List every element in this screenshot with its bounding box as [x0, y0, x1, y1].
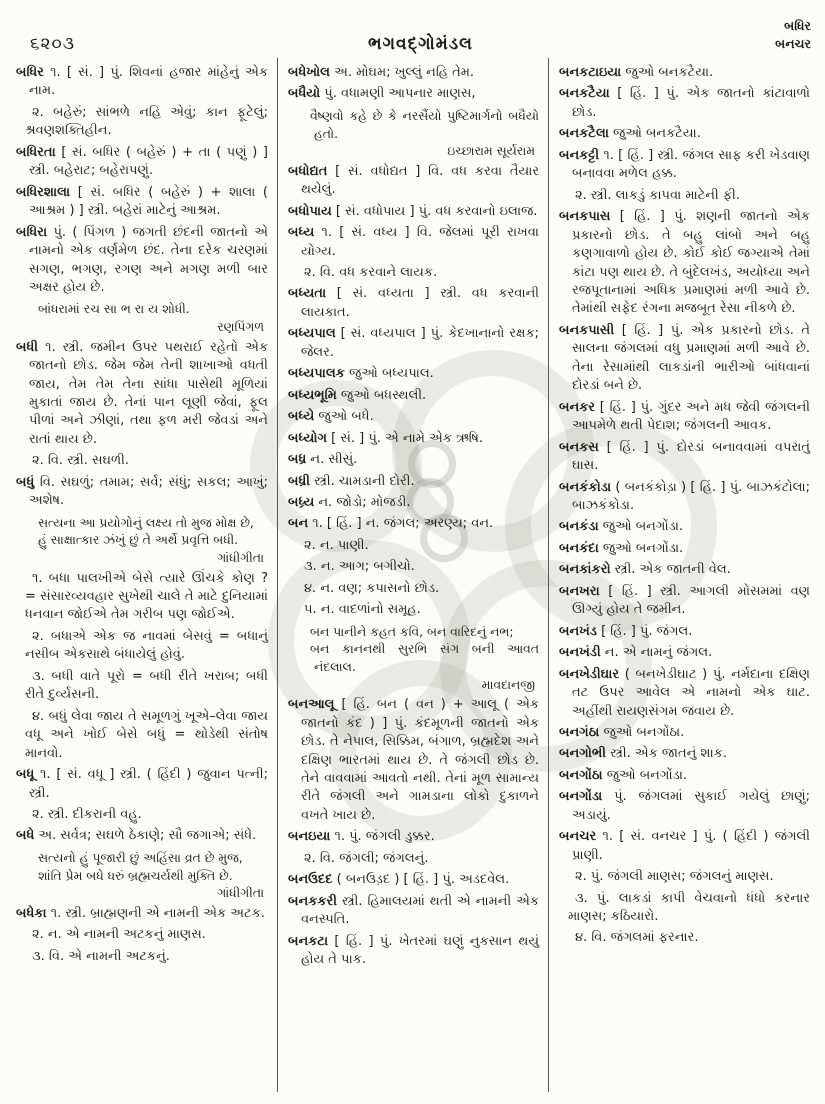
headword: બનકટાઇયા	[559, 65, 622, 80]
dict-quote: બન પાનીને કહત કવિ, બન વારિદનું નભ;	[310, 623, 514, 639]
dict-quote: બન કાનનથી સુરભિ સંગ બની આવત નંદલાલ.	[310, 641, 539, 674]
headword: બનઆલૂ	[288, 697, 335, 713]
headword: બનકપાસી	[559, 322, 615, 338]
dict-entry: બનઉદદ ( બનઉડ઼દ ) [ હિં. ] પું. અડદવેલ.	[288, 872, 510, 888]
dict-entry: બનખંડી ન. એ નામનું જંગલ.	[559, 645, 713, 661]
headword: બધોપાય	[288, 203, 332, 219]
dict-entry: બનઆલૂ [ હિં. બન ( વન ) + આલૂ ( એક જાતનો કંદ ) ] પું. કંદમૂળની જાતનો એક છોડ. તે નેપાલ, સિક્કિમ, બંગાળ, બ્રહ્મદેશ અને દક્ષિણ ભારતમાં થાય છે. તે જંગલી છોડ છે. તેને વાવવામાં આવતો નથી. તેનાં મૂળ સામાન્ય રીતે જંગલી અને ગામડાના લોકો દુકાળને વખતે ખાય છે.	[288, 697, 539, 823]
dict-entry: બનખંડ [ હિં. ] પું. જંગલ.	[559, 623, 693, 639]
dict-entry: બનગોંડા પું. જંગલમાં સુકાઈ ગયેલું છાણું; અડાયું.	[559, 789, 810, 823]
dict-entry: બનગોંઠા જુઓ બનગોંડા.	[559, 767, 688, 783]
dict-quote: સત્યનો હું પૂજારી છું અહિંસા વ્રત છે મુજ,	[38, 849, 243, 865]
dict-entry: બધિરતા [ સં. બધિર ( બહેરું ) + તા ( પણું ) ] સ્ત્રી. બહેરાટ; બહેરાપણું.	[16, 144, 268, 179]
headword: બનગોંઠા	[559, 767, 603, 783]
dict-quote: વૈષ્ણવો કહે છે કે નરસૈંયો પુષ્ટિમાર્ગનો બધૈયો હતો.	[310, 107, 539, 141]
headword: બધિર	[16, 65, 44, 80]
dict-entry: બનકસ [ હિં. ] પું. દોરડાં બનાવવામાં વપરાતું ઘાસ.	[559, 439, 810, 474]
headword: બનખંડ	[559, 623, 597, 639]
guide-words	[691, 17, 811, 55]
dict-entry: બન ૧. [ હિં. ] ન. જંગલ; અરણ્ય; વન.	[288, 516, 494, 532]
headword: બનગોભી	[559, 746, 606, 762]
headword: બનકટ્ટી	[559, 147, 600, 163]
dict-entry: બનચર ૧. [ સં. વનચર ] પું. ( હિંદી ) જંગલી પ્રાણી.	[559, 829, 810, 863]
dict-sense: ૪. વિ. જંગલમાં ફરનાર.	[575, 930, 699, 946]
headword: બધ્ય	[288, 225, 315, 241]
dict-sense: ૨. ન. એ નામની અટકનું માણસ.	[32, 927, 206, 943]
dict-sense: ૩. પું. લાકડાં કાપી વેચવાનો ધંધો કરનાર માણસ; કઠિયારો.	[568, 890, 810, 925]
headword: બનખંડી	[559, 645, 601, 661]
dict-sense: ૨. બધાએ એક જ નાવમાં બેસવું = બધાનું નસીબ એકસાથે બંધાયેલું હોવું.	[25, 628, 268, 663]
dict-sense: ૨. બહેરું; સાંભળે નહિ એવું; કાન ફૂટેલું; શ્રવણશક્તિહીન.	[25, 104, 268, 139]
dict-sense: ૪. બધું લેવા જાય તે સમૂળગું ખૂએ–લેવા જાય વધૂ અને ખોઈ બેસે બધું = થોડેથી સંતોષ માનવો.	[25, 708, 268, 761]
dict-entry: બધોપાય [ સં. વધોપાય ] પું. વધ કરવાનો ઇલાજ.	[288, 203, 538, 219]
headword: બનકંદા	[559, 540, 599, 556]
dict-entry: બનકટાઇયા જુઓ બનકટૈયા.	[559, 65, 714, 80]
headword: બધિરા	[16, 224, 48, 240]
dict-entry: બધેખોલ અ. મોઘમ; ખુલ્લું નહિ તેમ.	[288, 65, 475, 80]
dict-quote-source: રણપિંગળ	[217, 319, 264, 335]
headword: બનકકરી	[288, 893, 337, 909]
dict-sense: ૩. ન. આગ; બગીચો.	[304, 559, 415, 575]
page-header	[0, 0, 825, 58]
dict-sense: ૨. સ્ત્રી. લાકડું કાપવા માટેની ફી.	[575, 187, 740, 203]
headword: બધ્યોગ	[288, 430, 327, 446]
headword: બધે	[16, 828, 35, 844]
headword: બનકર	[559, 399, 596, 415]
column-3	[548, 58, 819, 1092]
headword: બનખેડીઘાર	[559, 666, 620, 682]
dict-entry: બનકંડા જુઓ બનગોંડા.	[559, 519, 684, 535]
dict-entry: બધ્ર્ય ન. જોડો; મોજડી.	[288, 494, 411, 510]
dict-entry: બધ્યપાલ [ સં. વધ્યપાલ ] પું. કેદખાનાનો રક્ષક; જેલર.	[288, 326, 539, 360]
dict-entry: બધિરા પું. ( પિંગળ ) જગતી છંદની જાતનો એ નામનો એક વર્ણમેળ છંદ. તેના દરેક ચરણમાં સગણ, ભગણ, રગણ અને મગણ મળી બાર અક્ષર હોય છે.	[16, 224, 268, 295]
headword: બનકટૈયા	[559, 86, 610, 102]
dict-entry: બધ્ર ન. સીસું.	[288, 452, 358, 468]
dict-sense: ૫. ન. વાદળાંનો સમૂહ.	[304, 602, 421, 618]
dict-entry: બધોદ્યત [ સં. વધોદ્યત ] વિ. વધ કરવા તૈયાર થયેલું.	[288, 163, 539, 198]
dict-entry: બધી ૧. સ્ત્રી. જમીન ઉપર પથરાઈ રહેતો એક જાતનો છોડ. જેમ જેમ તેની શાખાઓ વધતી જાય, તેમ તેમ તેના સાંધા પાસેથી મૂળિયાં મુકાતાં જાય છે. તેનાં પાન લૂણી જેવાં, ફૂલ પીળાં અને ઝીણાં, તથા ફળ મરી જેવડાં અને રાતાં થાય છે.	[16, 339, 268, 447]
headword: બધ્યતા	[288, 286, 327, 302]
dict-entry: બનકપાસી [ હિં. ] પું. એક પ્રકારનો છોડ. તે સાલના જંગલમાં વધુ પ્રમાણમાં મળી આવે છે. તેના રેસામાંથી લાકડાંની ભારીઓ બાંધવાનાં દોરડાં બને છે.	[559, 322, 810, 394]
dict-sense: ૨. વિ. જંગલી; જંગલનું.	[304, 850, 429, 866]
headword: બનકસ	[559, 439, 599, 455]
dict-entry: બધ્યોગ [ સં. ] પું. એ નામે એક ઋષિ.	[288, 430, 484, 446]
dict-quote: બાંધરામાં રચ સા ભ રા ય શોધી.	[38, 301, 190, 317]
headword: બનખરા	[559, 583, 600, 599]
headword: બધૂ	[16, 767, 35, 783]
dict-sense: ૪. ન. વણ; કપાસનો છોડ.	[304, 580, 440, 596]
dict-quote-source: ગાંધીગીતા	[217, 885, 264, 901]
dict-sense: ૨. સ્ત્રી. દીકરાની વહુ.	[32, 807, 142, 822]
dict-entry: બનગંઠા જુઓ બનગોંઠા.	[559, 724, 685, 740]
page-title: ભગવદ્ગોમંડલ	[368, 34, 473, 54]
headword: બધ્ર	[288, 452, 307, 468]
dict-quote-source: ગાંધીગીતા	[217, 549, 264, 565]
dict-entry: બનકકરી સ્ત્રી. હિમાલયમાં થતી એ નામની એક વનસ્પતિ.	[288, 893, 539, 928]
dict-entry: બનકાંકરો સ્ત્રી. એક જાતની વેલ.	[559, 562, 731, 578]
dict-sense: ૩. વિ. એ નામની અટકનું.	[32, 948, 170, 964]
dict-entry: બધે અ. સર્વત્ર; સઘળે ઠેકાણે; સૌ જગાએ; સંધે.	[16, 828, 257, 844]
dict-quote: હું સાક્ષાત્કાર ઝંખું છું તે અર્થે પ્રવૃત્તિ બધી.	[38, 532, 239, 548]
headword: બધી	[16, 339, 38, 355]
dict-entry: બધ્યતા [ સં. વધ્યતા ] સ્ત્રી. વધ કરવાની લાયકાત.	[288, 286, 539, 320]
dict-entry: બધૈયો પું. વધામણી આપનાર માણસ,	[288, 86, 476, 102]
headword: બન	[288, 516, 309, 532]
headword: બનઉદદ	[288, 872, 333, 888]
dict-entry: બધેકા ૧. સ્ત્રી. બ્રાહ્મણની એ નામની એક અટક.	[16, 905, 265, 921]
dict-entry: બનકંકોડા ( બનકંકોડ઼ા ) [ હિં. ] પું. બાઝકંટોલા; બાઝકંકોડા.	[559, 479, 810, 513]
headword: બધ્યપાલ	[288, 326, 336, 342]
headword: બનઇયા	[288, 829, 331, 845]
headword: બનકટૈલા	[559, 126, 609, 142]
headword: બનકંડા	[559, 519, 599, 535]
headword: બધિરશાલા	[16, 184, 71, 200]
headword: બનકાંકરો	[559, 562, 611, 578]
dict-entry: બધિરશાલા [ સં. બધિર ( બહેરું ) + શાલા ( આશ્રમ ) ] સ્ત્રી. બહેરાં માટેનું આશ્રમ.	[16, 184, 268, 219]
page-number: ૬૨૦૩	[30, 34, 76, 54]
dict-entry: બનખેડીઘાર ( બનખેડીઘાટ ) પું. નર્મદાના દક્ષિણ તટ ઉપર આવેલ એ નામનો એક ઘાટ. અહીંથી રાયણસંગમ જવાય છે.	[559, 666, 810, 719]
dict-entry: બનગોભી સ્ત્રી. એક જાતનું શાક.	[559, 746, 727, 762]
dict-sense: ૨. પું. જંગલી માણસ; જંગલનું માણસ.	[575, 869, 774, 885]
dict-sense: ૨. વિ. વધ કરવાને લાયક.	[304, 265, 438, 280]
dict-entry: બધિર ૧. [ સં. ] પું. શિવનાં હજાર માંહેનું એક નામ.	[16, 65, 268, 99]
guide-word-last: બનચર	[775, 36, 811, 52]
headword: બધ્યભૂમિ	[288, 387, 337, 403]
dict-entry: બધું વિ. સઘળું; તમામ; સર્વ; સંધું; સકલ; આખું; અશેષ.	[16, 474, 268, 509]
dict-entry: બધ્ય ૧. [ સં. વધ્ય ] વિ. જેલમાં પૂરી રાખવા યોગ્ય.	[288, 225, 539, 259]
headword: બધું	[16, 474, 35, 490]
dict-entry: બનઇયા ૧. પું. જંગલી ડુક્કર.	[288, 829, 435, 845]
headword: બનકટા	[288, 933, 329, 949]
dict-entry: બનકટૈયા [ હિં. ] પું. એક જાતનો કાંટાવાળો છોડ.	[559, 86, 810, 120]
dict-entry: બનકપાસ [ હિં. ] પું. શણની જાતનો એક પ્રકારનો છોડ. તે બહુ લાંબો અને બહુ કણગાવાળો હોય છે. કોઈ કોઈ જગ્યાએ તેમાં કાંટા પણ થાય છે. તે બુંદેલખંડ, અયોધ્યા અને રજપૂતાનામાં અધિક પ્રમાણમાં મળી આવે છે. તેમાંથી સફેદ રંગના મજબૂત રેસા નીકળે છે.	[559, 209, 810, 317]
dict-entry: બનકટ્ટી ૧. [ હિં. ] સ્ત્રી. જંગલ સાફ કરી ખેડવાણ બનાવવા મળેલ હક્ક.	[559, 147, 810, 182]
dict-quote-source: ઇચ્છારામ સૂર્યરામ	[447, 143, 535, 159]
dict-entry: બનખરા [ હિં. ] સ્ત્રી. આગલી મોસમમાં વણ ઊગ્યું હોય તે જમીન.	[559, 583, 810, 618]
headword: બધ્ર્ય	[288, 494, 315, 510]
headword: બધોદ્યત	[288, 163, 328, 179]
headword: બધૈયો	[288, 86, 321, 102]
dict-quote: સત્યના આ પ્રયોગોનું લક્ષ્ય તો મુજ મોક્ષ છે,	[38, 514, 254, 530]
dict-entry: બધ્યે જુઓ બધે.	[288, 409, 374, 425]
headword: બધેકા	[16, 905, 47, 921]
headword: બધિરતા	[16, 144, 56, 160]
dict-entry: બધૂ ૧. [ સં. વધૂ ] સ્ત્રી. ( હિંદી ) જુવાન પત્ની; સ્ત્રી.	[16, 767, 268, 801]
headword: બધેખોલ	[288, 65, 331, 80]
headword: બનચર	[559, 829, 597, 845]
dict-entry: બધ્રી સ્ત્રી. ચામડાની દોરી.	[288, 473, 415, 489]
headword: બધ્યપાલક	[288, 366, 345, 382]
headword: બનગંઠા	[559, 724, 600, 740]
dict-entry: બનકટા [ હિં. ] પું. ખેતરમાં ઘણું નુકસાન થયું હોય તે પાક.	[288, 933, 539, 968]
dict-sense: ૩. બધી વાતે પૂરો = બધી રીતે ખરાબ; બધી રીતે દુર્વ્યસની.	[25, 668, 268, 703]
dict-entry: બનકર [ હિં. ] પું. ગુંદર અને મધ જેવી જંગલની આપમેળે થતી પેદાશ; જંગલની આવક.	[559, 399, 810, 434]
column-2	[277, 58, 548, 1092]
guide-word-first: બધિર	[784, 17, 811, 33]
headword: બનકપાસ	[559, 209, 611, 225]
dict-entry: બધ્યપાલક જુઓ બધ્યપાલ.	[288, 366, 434, 382]
dict-quote-source: માવદાનજી	[481, 676, 535, 692]
dict-entry: બનકટૈલા જુઓ બનકટૈયા.	[559, 126, 701, 142]
headword: બધ્રી	[288, 473, 310, 489]
dict-sense: ૧. બધા પાલખીએ બેસે ત્યારે ઊંચકે કોણ ? = સંસારવ્યવહાર સુખેથી ચાલે તે માટે દુનિયામાં ધનવાન જોઈએ તેમ ગરીબ પણ જોઈએ.	[25, 570, 268, 623]
dict-sense: ૨. ન. પાણી.	[304, 537, 369, 553]
dict-entry: બનકંદા જુઓ બનગોંડા.	[559, 540, 684, 556]
headword: બધ્યે	[288, 409, 315, 425]
headword: બનગોંડા	[559, 789, 603, 805]
dictionary-columns	[6, 58, 819, 1092]
column-1	[6, 58, 277, 1092]
dict-entry: બધ્યભૂમિ જુઓ બધસ્થલી.	[288, 387, 427, 403]
dict-quote: શાંતિ પ્રેમ બધે ધરું બ્રહ્મચર્યથી મુક્તિ છે.	[38, 867, 233, 883]
dict-sense: ૨. વિ. સ્ત્રી. સઘળી.	[32, 453, 129, 469]
headword: બનકંકોડા	[559, 479, 612, 495]
